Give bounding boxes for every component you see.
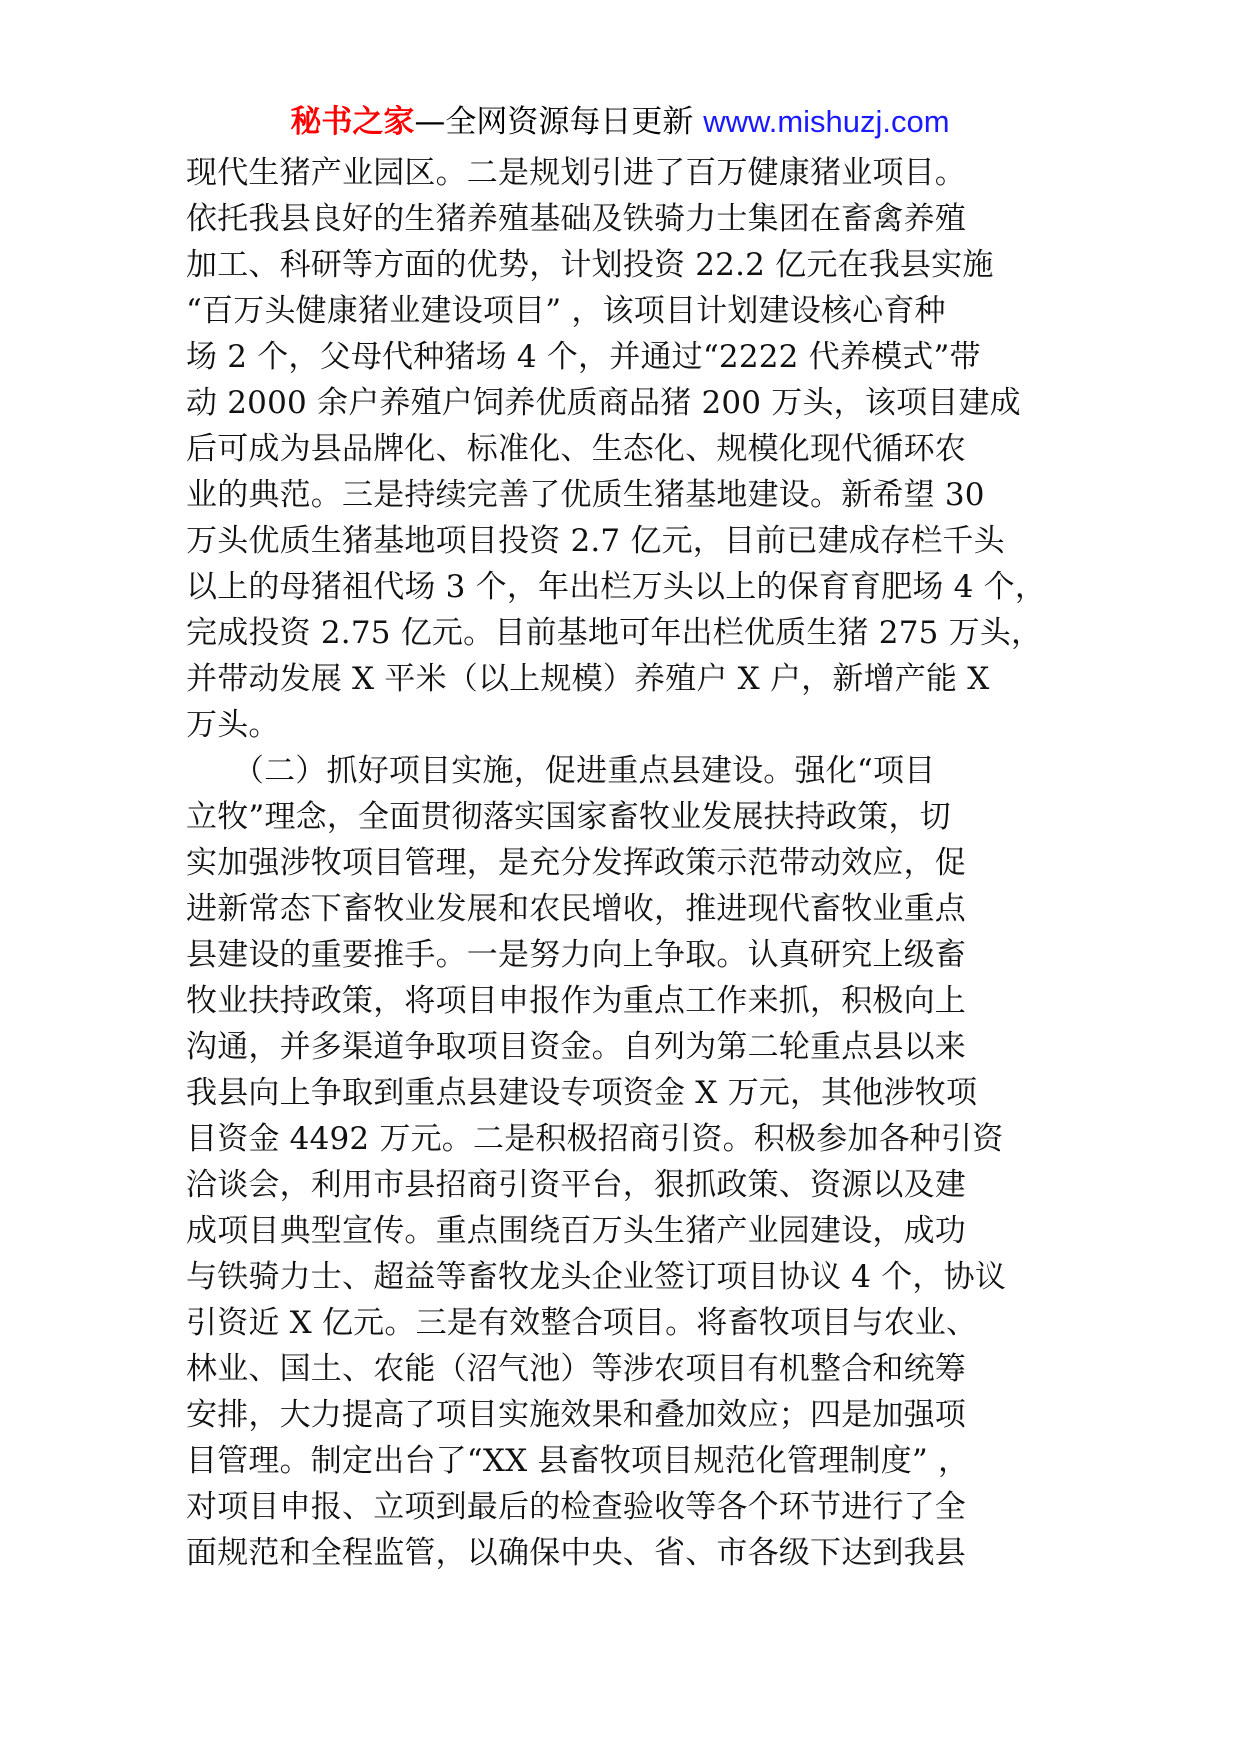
text-line: 目管理。制定出台了“XX 县畜牧项目规范化管理制度” ， [186, 1443, 970, 1479]
text-line: 万头优质生猪基地项目投资 2.7 亿元，目前已建成存栏千头 [186, 523, 1005, 559]
document-body [186, 150, 1086, 1576]
text-line: 实加强涉牧项目管理，是充分发挥政策示范带动效应，促 [186, 845, 966, 881]
text-line: 安排，大力提高了项目实施效果和叠加效应；四是加强项 [186, 1397, 966, 1433]
site-url-link[interactable]: www.mishuzj.com [703, 104, 950, 139]
text-line: 目资金 4492 万元。二是积极招商引资。积极参加各种引资 [186, 1121, 1004, 1157]
text-line: 加工、科研等方面的优势，计划投资 22.2 亿元在我县实施 [186, 247, 994, 283]
text-line: 场 2 个，父母代种猪场 4 个，并通过“2222 代养模式”带 [186, 339, 981, 375]
site-header [0, 102, 1240, 142]
text-line: 并带动发展 X 平米（以上规模）养殖户 X 户，新增产能 X [186, 661, 990, 697]
site-brand: 秘书之家 [290, 104, 415, 140]
site-tagline: —全网资源每日更新 [414, 104, 694, 140]
text-line: 进新常态下畜牧业发展和农民增收，推进现代畜牧业重点 [186, 891, 966, 927]
text-line: 以上的母猪祖代场 3 个，年出栏万头以上的保育育肥场 4 个， [186, 569, 1047, 605]
text-line: 后可成为县品牌化、标准化、生态化、规模化现代循环农 [186, 431, 966, 467]
text-line: 县建设的重要推手。一是努力向上争取。认真研究上级畜 [186, 937, 966, 973]
text-line: 动 2000 余户养殖户饲养优质商品猪 200 万头，该项目建成 [186, 385, 1021, 421]
text-line: 依托我县良好的生猪养殖基础及铁骑力士集团在畜禽养殖 [186, 201, 966, 237]
text-line: 沟通，并多渠道争取项目资金。自列为第二轮重点县以来 [186, 1029, 966, 1065]
text-line: “百万头健康猪业建设项目” ，该项目计划建设核心育种 [186, 293, 946, 329]
text-line: 业的典范。三是持续完善了优质生猪基地建设。新希望 30 [186, 477, 985, 513]
text-line: 完成投资 2.75 亿元。目前基地可年出栏优质生猪 275 万头， [186, 615, 1043, 651]
text-line: 成项目典型宣传。重点围绕百万头生猪产业园建设，成功 [186, 1213, 966, 1249]
text-line: 我县向上争取到重点县建设专项资金 X 万元，其他涉牧项 [186, 1075, 978, 1111]
text-line: 万头。 [186, 707, 280, 743]
text-line: 立牧”理念，全面贯彻落实国家畜牧业发展扶持政策，切 [186, 799, 951, 835]
text-line: 与铁骑力士、超益等畜牧龙头企业签订项目协议 4 个，协议 [186, 1259, 1007, 1295]
text-line: 对项目申报、立项到最后的检查验收等各个环节进行了全 [186, 1489, 966, 1525]
text-line: 引资近 X 亿元。三是有效整合项目。将畜牧项目与农业、 [186, 1305, 978, 1341]
text-line: （二）抓好项目实施，促进重点县建设。强化“项目 [186, 753, 936, 789]
text-line: 牧业扶持政策，将项目申报作为重点工作来抓，积极向上 [186, 983, 966, 1019]
text-line: 现代生猪产业园区。二是规划引进了百万健康猪业项目。 [186, 155, 966, 191]
text-line: 洽谈会，利用市县招商引资平台，狠抓政策、资源以及建 [186, 1167, 966, 1203]
text-line: 林业、国土、农能（沼气池）等涉农项目有机整合和统筹 [186, 1351, 966, 1387]
text-line: 面规范和全程监管，以确保中央、省、市各级下达到我县 [186, 1535, 966, 1571]
